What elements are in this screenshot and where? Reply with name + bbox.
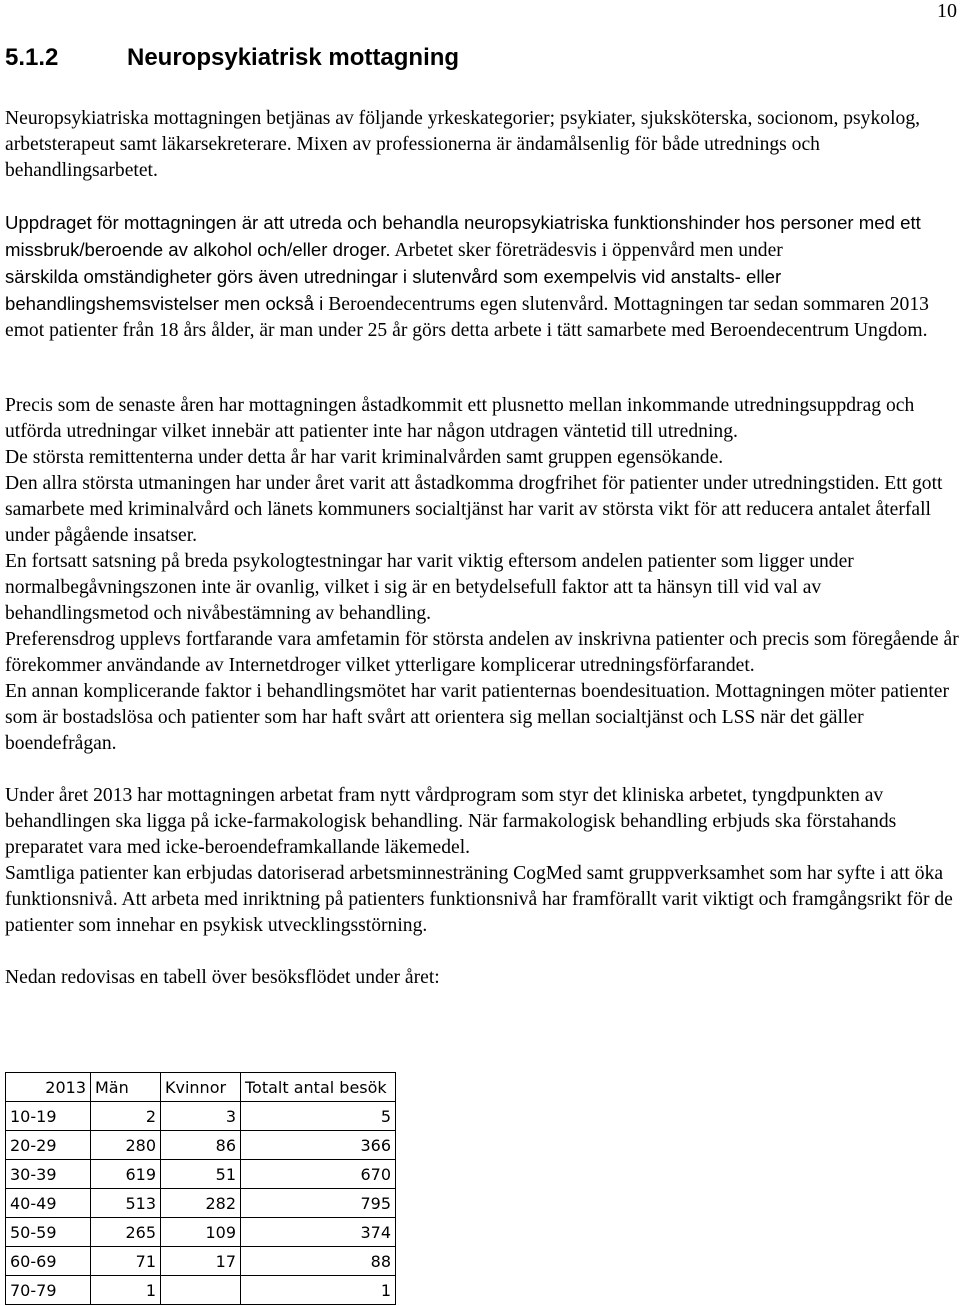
age-group: 70-79 [6, 1276, 91, 1305]
women-count: 3 [161, 1102, 241, 1131]
table-row [6, 1189, 396, 1218]
women-count [161, 1276, 241, 1305]
table-row [6, 1131, 396, 1160]
age-group: 30-39 [6, 1160, 91, 1189]
age-group: 40-49 [6, 1189, 91, 1218]
section-heading [5, 44, 459, 72]
body-text-2 [5, 210, 960, 344]
women-count: 51 [161, 1160, 241, 1189]
assignment-serif-1: Arbetet sker företrädesvis i öppenvård men under [390, 240, 783, 261]
table-row [6, 1218, 396, 1247]
paragraph-waiting-time: Precis som de senaste åren har mottagningen åstadkommit ett plusnetto mellan inkommande utredningsuppdrag och utförda utredningar vilket innebär att patienter inte har någon utdragen väntetid till utredning. [5, 395, 915, 442]
assignment-sans-2: särskilda omständigheter görs även utredningar i slutenvård som exempelvis vid anstalts- eller behandlingshemsvistelser men också i [5, 266, 782, 314]
table-row [6, 1160, 396, 1189]
visits-table [5, 1072, 396, 1305]
header-year: 2013 [6, 1073, 91, 1102]
men-count: 71 [91, 1247, 161, 1276]
paragraph-table-intro: Nedan redovisas en tabell över besöksflödet under året: [5, 967, 440, 988]
total-count: 795 [241, 1189, 396, 1218]
table-row [6, 1276, 396, 1305]
body-text-1 [5, 106, 960, 184]
total-count: 374 [241, 1218, 396, 1247]
header-women: Kvinnor [161, 1073, 241, 1102]
table-header-row [6, 1073, 396, 1102]
women-count: 86 [161, 1131, 241, 1160]
paragraph-assignment [5, 210, 960, 264]
total-count: 5 [241, 1102, 396, 1131]
table-row [6, 1102, 396, 1131]
age-group: 50-59 [6, 1218, 91, 1247]
visits-table-wrapper [5, 1072, 396, 1305]
paragraph-assignment-cont [5, 264, 960, 344]
page-number: 10 [937, 0, 957, 22]
men-count: 265 [91, 1218, 161, 1247]
paragraph-housing: En annan komplicerande faktor i behandlingsmötet har varit patienternas boendesituation. Mottagningen möter patienter som är bostadslösa och patienter som har haft svårt att orientera sig mellan socialtjänst och LSS när det gäller boendefrågan. [5, 681, 950, 754]
paragraph-care-program: Under året 2013 har mottagningen arbetat fram nytt vårdprogram som styr det kliniska arbetet, tyngdpunkten av behandlingen ska ligga på icke-farmakologisk behandling. När farmakologisk behandling erbjuds ska förstahands preparatet vara med icke-beroendeframkallande läkemedel. [5, 785, 897, 858]
women-count: 282 [161, 1189, 241, 1218]
paragraph-cogmed: Samtliga patienter kan erbjudas datoriserad arbetsminnesträning CogMed samt gruppverksamhet som har syfte i att öka funktionsnivå. Att arbeta med inriktning på patienters funktionsnivå har framförallt varit viktigt och framgångsrikt för de patienter som innehar en psykisk utvecklingsstörning. [5, 863, 953, 936]
women-count: 17 [161, 1247, 241, 1276]
age-group: 20-29 [6, 1131, 91, 1160]
women-count: 109 [161, 1218, 241, 1247]
header-men: Män [91, 1073, 161, 1102]
total-count: 670 [241, 1160, 396, 1189]
paragraph-challenge: Den allra största utmaningen har under året varit att åstadkomma drogfrihet för patienter under utredningstiden. Ett gott samarbete med kriminalvård och länets kommuners socialtjänst har varit av största vikt för att reducera antalet återfall under pågående insatser. [5, 473, 943, 546]
body-text-3 [5, 393, 960, 991]
men-count: 280 [91, 1131, 161, 1160]
men-count: 1 [91, 1276, 161, 1305]
total-count: 88 [241, 1247, 396, 1276]
total-count: 1 [241, 1276, 396, 1305]
age-group: 60-69 [6, 1247, 91, 1276]
table-row [6, 1247, 396, 1276]
men-count: 513 [91, 1189, 161, 1218]
age-group: 10-19 [6, 1102, 91, 1131]
assignment-sans-1: Uppdraget för mottagningen är att utreda och behandla neuropsykiatriska funktionshinder hos personer med ett missbruk/beroende av alkohol och/eller droger. [5, 212, 921, 260]
paragraph-testing: En fortsatt satsning på breda psykologtestningar har varit viktig eftersom andelen patienter som ligger under normalbegåvningszonen inte är ovanlig, vilket i sig är en betydelsefull faktor att ta hänsyn till vid val av behandlingsmetod och nivåbestämning av behandling. [5, 551, 854, 624]
paragraph-staffing: Neuropsykiatriska mottagningen betjänas av följande yrkeskategorier; psykiater, sjuksköterska, socionom, psykolog, arbetsterapeut samt läkarsekreterare. Mixen av professionerna är ändamålsenlig för både utrednings och behandlingsarbetet. [5, 108, 921, 181]
header-total: Totalt antal besök [241, 1073, 396, 1102]
men-count: 2 [91, 1102, 161, 1131]
section-number: 5.1.2 [5, 44, 59, 71]
paragraph-drugs: Preferensdrog upplevs fortfarande vara amfetamin för största andelen av inskrivna patienter och precis som föregående år förekommer användande av Internetdroger vilket ytterligare komplicerar utredningsförfarandet. [5, 629, 959, 676]
section-title: Neuropsykiatrisk mottagning [127, 44, 460, 71]
men-count: 619 [91, 1160, 161, 1189]
paragraph-referrers: De största remittenterna under detta år har varit kriminalvården samt gruppen egensökande. [5, 447, 724, 468]
assignment-serif-2: Beroendecentrums egen slutenvård. Mottagningen tar sedan sommaren 2013 emot patienter från 18 års ålder, är man under 25 år görs detta arbete i tätt samarbete med Beroendecentrum Ungdom. [5, 294, 929, 341]
total-count: 366 [241, 1131, 396, 1160]
